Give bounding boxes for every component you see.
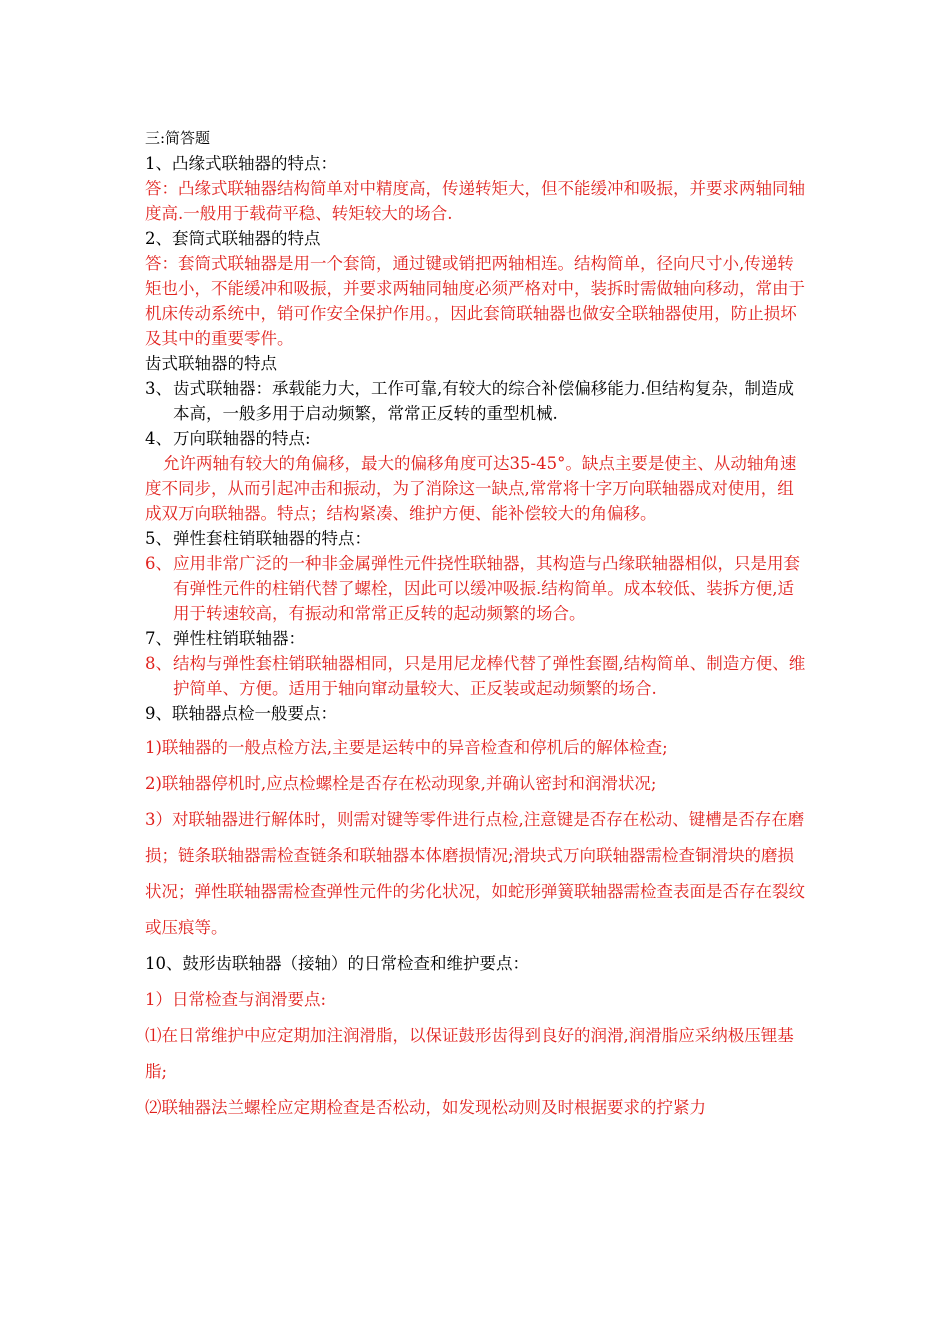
question-4-text: 万向联轴器的特点: [173, 429, 311, 448]
question-2: 2、套筒式联轴器的特点 [145, 229, 321, 248]
checkpoint-item-1: 1)联轴器的一般点检方法,主要是运转中的异音检查和停机后的解体检查; [145, 738, 668, 757]
answer-1: 答：凸缘式联轴器结构简单对中精度高，传递转矩大，但不能缓冲和吸振，并要求两轴同轴度高.一般用于载荷平稳、转矩较大的场合. [145, 179, 805, 223]
answer-2: 答：套筒式联轴器是用一个套筒，通过键或销把两轴相连。结构简单，径向尺寸小,传递转矩也小，不能缓冲和吸振，并要求两轴同轴度必须严格对中，装拆时需做轴向移动，常由于机床传动系统中，销可作安全保护作用。，因此套筒联轴器也做安全联轴器使用，防止损坏及其中的重要零件。 [145, 254, 805, 348]
question-9: 9、联轴器点检一般要点： [145, 704, 337, 723]
item-number: 8、 [145, 654, 172, 673]
question-4 [145, 426, 810, 451]
item-number: 5、 [145, 529, 172, 548]
question-5 [145, 526, 810, 551]
question-3 [145, 376, 810, 426]
item-number: 7、 [145, 629, 172, 648]
question-1: 1、凸缘式联轴器的特点： [145, 154, 337, 173]
question-7-text: 弹性柱销联轴器： [173, 629, 305, 648]
maintenance-item-1: 1）日常检查与润滑要点: [145, 990, 327, 1009]
checkpoint-item-3: 3）对联轴器进行解体时，则需对键等零件进行点检,注意键是否存在松动、键槽是否存在磨损；链条联轴器需检查链条和联轴器本体磨损情况;滑块式万向联轴器需检查铜滑块的磨损状况；弹性联轴器需检查弹性元件的劣化状况，如蛇形弹簧联轴器需检查表面是否存在裂纹或压痕等。 [145, 810, 805, 937]
question-5-text: 弹性套柱销联轴器的特点： [173, 529, 371, 548]
item-number: 6、 [145, 554, 172, 573]
question-3-text: 齿式联轴器：承载能力大，工作可靠,有较大的综合补偿偏移能力.但结构复杂，制造成本高，一般多用于启动频繁，常常正反转的重型机械. [173, 379, 794, 423]
answer-4: 允许两轴有较大的角偏移，最大的偏移角度可达35-45°。缺点主要是使主、从动轴角速度不同步，从而引起冲击和振动，为了消除这一缺点,常常将十字万向联轴器成对使用，组成双万向联轴器。特点；结构紧凑、维护方便、能补偿较大的角偏移。 [145, 454, 797, 523]
section-title: 三:简答题 [145, 129, 211, 147]
answer-6-text: 应用非常广泛的一种非金属弹性元件挠性联轴器，其构造与凸缘联轴器相似，只是用套有弹性元件的柱销代替了螺栓，因此可以缓冲吸振.结构简单。成本较低、装拆方便,适用于转速较高，有振动和常常正反转的起动频繁的场合。 [173, 554, 800, 623]
document-page [145, 126, 810, 1126]
maintenance-item-2: ⑴在日常维护中应定期加注润滑脂，以保证鼓形齿得到良好的润滑,润滑脂应采纳极压锂基脂; [145, 1026, 794, 1081]
gear-coupling-heading: 齿式联轴器的特点 [145, 354, 277, 373]
item-number: 4、 [145, 429, 172, 448]
question-10: 10、鼓形齿联轴器（接轴）的日常检查和维护要点： [145, 954, 529, 973]
question-7 [145, 626, 810, 651]
item-number: 3、 [145, 379, 172, 398]
answer-6 [145, 551, 810, 626]
answer-8-text: 结构与弹性套柱销联轴器相同，只是用尼龙棒代替了弹性套圈,结构简单、制造方便、维护简单、方便。适用于轴向窜动量较大、正反装或起动频繁的场合. [173, 654, 806, 698]
maintenance-item-3: ⑵联轴器法兰螺栓应定期检查是否松动，如发现松动则及时根据要求的拧紧力 [145, 1098, 706, 1117]
checkpoint-item-2: 2)联轴器停机时,应点检螺栓是否存在松动现象,并确认密封和润滑状况; [145, 774, 657, 793]
answer-8 [145, 651, 810, 701]
